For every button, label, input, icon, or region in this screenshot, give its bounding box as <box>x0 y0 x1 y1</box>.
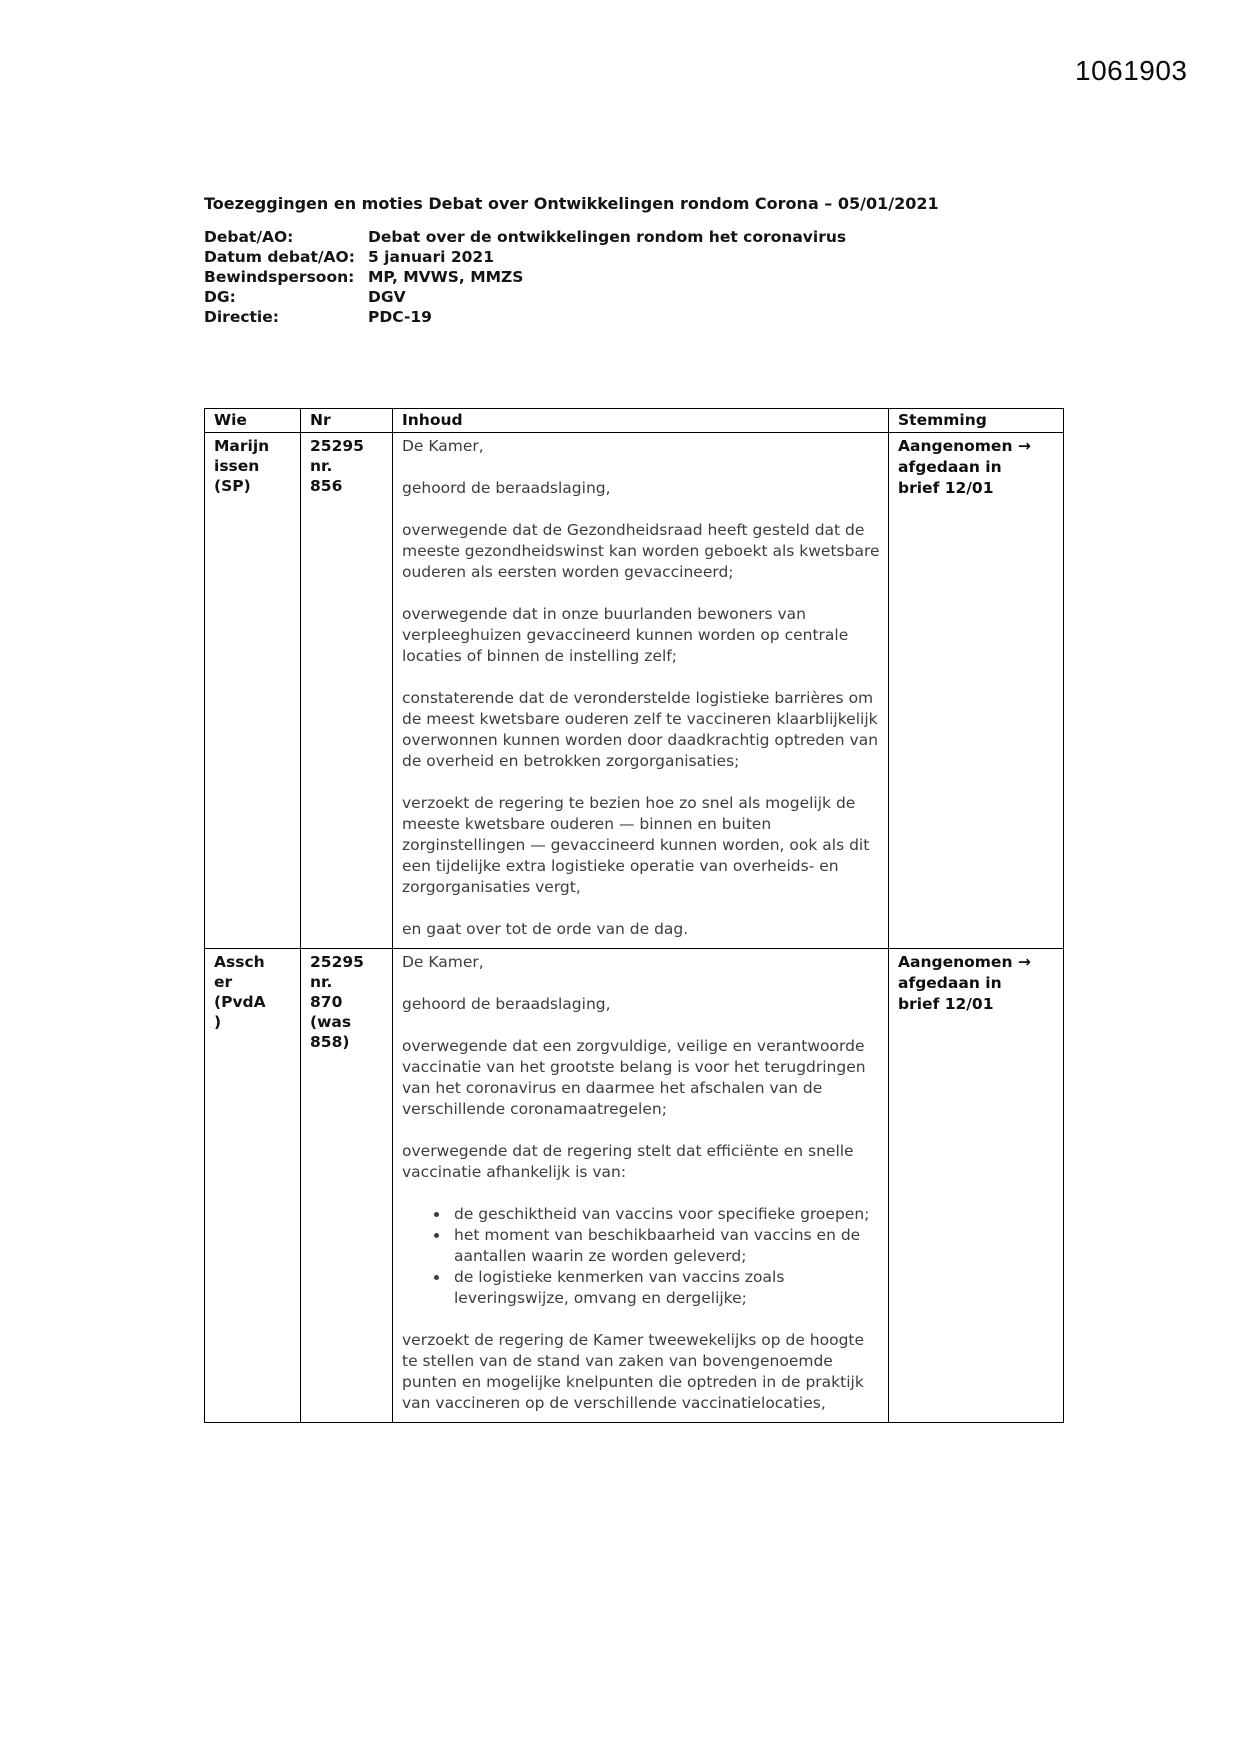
motie-number: 25295 nr. 856 <box>310 437 364 495</box>
metadata-label: DG: <box>204 288 236 306</box>
inhoud-cell <box>393 949 889 1423</box>
metadata-row-datum <box>204 247 846 267</box>
stemming-result: Aangenomen → afgedaan in brief 12/01 <box>898 953 1031 1013</box>
metadata-value: PDC-19 <box>368 308 432 326</box>
motie-paragraph: gehoord de beraadslaging, <box>402 995 611 1013</box>
column-header-inhoud: Inhoud <box>393 409 889 433</box>
metadata-row-debat <box>204 227 846 247</box>
motie-paragraph: constaterende dat de veronderstelde logistieke barrières om de meest kwetsbare ouderen zelf te vaccineren klaarblijkelijk overwonnen kunnen worden door daadkrachtig optreden van de overheid en betrokken zorgorganisaties; <box>402 689 879 770</box>
motie-bullet-list <box>402 1204 880 1309</box>
bullet-item: • de geschiktheid van vaccins voor specifieke groepen; <box>450 1204 880 1225</box>
column-header-nr: Nr <box>301 409 393 433</box>
metadata-row-directie <box>204 307 846 327</box>
metadata-value: DGV <box>368 288 406 306</box>
stemming-cell <box>889 949 1064 1423</box>
metadata-block <box>204 227 846 327</box>
nr-cell <box>301 433 393 949</box>
table-header-row <box>205 409 1064 433</box>
wie-cell <box>205 949 301 1423</box>
member-name: Marijnissen (SP) <box>214 437 270 495</box>
stemming-cell <box>889 433 1064 949</box>
column-header-wie: Wie <box>205 409 301 433</box>
motie-paragraph: verzoekt de regering de Kamer tweewekelijks op de hoogte te stellen van de stand van zaken van bovengenoemde punten en mogelijke knelpunten die optreden in de praktijk van vaccineren op de verschillende vaccinatielocaties, <box>402 1331 865 1412</box>
motie-paragraph: en gaat over tot de orde van de dag. <box>402 920 689 938</box>
moties-table <box>204 408 1064 1423</box>
motie-paragraph: overwegende dat de Gezondheidsraad heeft gesteld dat de meeste gezondheidswinst kan worden geboekt als kwetsbare ouderen als eersten worden gevaccineerd; <box>402 521 880 581</box>
motie-paragraph: overwegende dat een zorgvuldige, veilige en verantwoorde vaccinatie van het grootste belang is voor het terugdringen van het coronavirus en daarmee het afschalen van de verschillende coronamaatregelen; <box>402 1037 866 1118</box>
metadata-label: Bewindspersoon: <box>204 268 355 286</box>
nr-cell <box>301 949 393 1423</box>
page-title: Toezeggingen en moties Debat over Ontwikkelingen rondom Corona – 05/01/2021 <box>204 194 939 213</box>
metadata-label: Debat/AO: <box>204 228 294 246</box>
stemming-result: Aangenomen → afgedaan in brief 12/01 <box>898 437 1031 497</box>
metadata-label: Datum debat/AO: <box>204 248 355 266</box>
member-name: Asscher (PvdA) <box>214 953 266 1031</box>
motie-paragraph: overwegende dat de regering stelt dat efficiënte en snelle vaccinatie afhankelijk is van: <box>402 1142 854 1181</box>
motie-paragraph: verzoekt de regering te bezien hoe zo snel als mogelijk de meeste kwetsbare ouderen — binnen en buiten zorginstellingen — gevaccineerd kunnen worden, ook als dit een tijdelijke extra logistieke operatie van overheids- en zorgorganisaties vergt, <box>402 794 870 896</box>
metadata-value: Debat over de ontwikkelingen rondom het coronavirus <box>368 228 847 246</box>
inhoud-cell <box>393 433 889 949</box>
motie-paragraph: De Kamer, <box>402 953 484 971</box>
table-row-motie-asscher <box>205 949 1064 1423</box>
document-id-number: 1061903 <box>1075 55 1188 86</box>
motie-paragraph: overwegende dat in onze buurlanden bewoners van verpleeghuizen gevaccineerd kunnen worden op centrale locaties of binnen de instelling zelf; <box>402 605 849 665</box>
motie-paragraph: De Kamer, <box>402 437 484 455</box>
wie-cell <box>205 433 301 949</box>
table-row-motie-marijnissen <box>205 433 1064 949</box>
metadata-value: 5 januari 2021 <box>368 248 494 266</box>
metadata-row-dg <box>204 287 846 307</box>
column-header-stemming: Stemming <box>889 409 1064 433</box>
motie-paragraph: gehoord de beraadslaging, <box>402 479 611 497</box>
bullet-item: • de logistieke kenmerken van vaccins zoals leveringswijze, omvang en dergelijke; <box>450 1267 880 1309</box>
metadata-value: MP, MVWS, MMZS <box>368 268 524 286</box>
metadata-label: Directie: <box>204 308 279 326</box>
metadata-row-bewindspersoon <box>204 267 846 287</box>
motie-number: 25295 nr. 870 (was 858) <box>310 953 364 1051</box>
bullet-item: • het moment van beschikbaarheid van vaccins en de aantallen waarin ze worden geleverd; <box>450 1225 880 1267</box>
